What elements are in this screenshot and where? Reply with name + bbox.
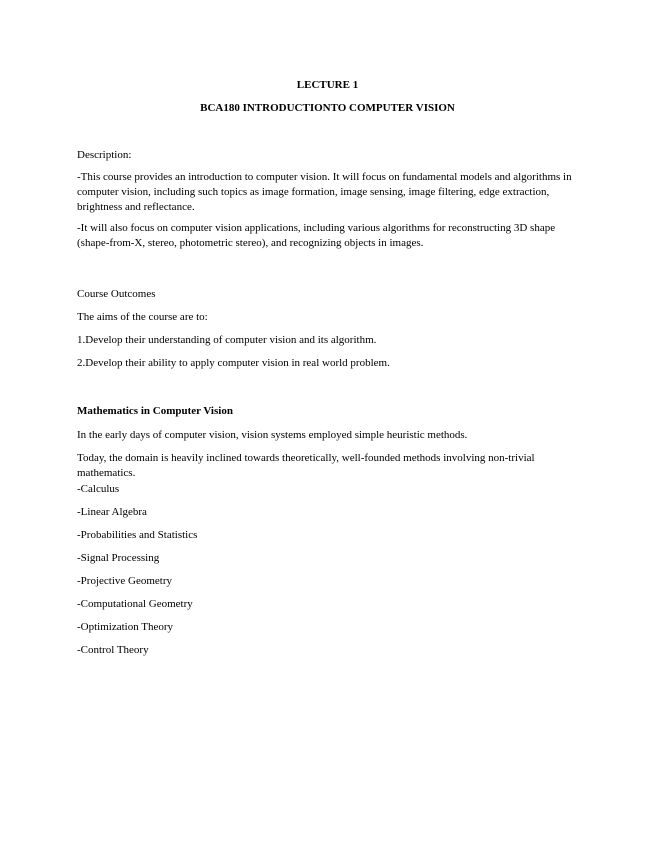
topic-item: -Control Theory xyxy=(77,644,149,656)
outcome-item-1: 1.Develop their understanding of computer vision and its algorithm. xyxy=(77,334,377,346)
course-title: BCA180 INTRODUCTIONTO COMPUTER VISION xyxy=(200,102,455,114)
mathematics-heading: Mathematics in Computer Vision xyxy=(77,405,233,417)
outcomes-heading: Course Outcomes xyxy=(77,288,156,300)
mathematics-paragraph-2: Today, the domain is heavily inclined towards theoretically, well-founded methods involving non-trivial mathematics. xyxy=(77,452,535,479)
topic-item: -Calculus xyxy=(77,483,120,495)
mathematics-paragraph-1: In the early days of computer vision, vision systems employed simple heuristic methods. xyxy=(77,429,468,441)
topic-item: -Projective Geometry xyxy=(77,575,172,587)
topic-item: -Signal Processing xyxy=(77,552,160,564)
outcome-item-2: 2.Develop their ability to apply computer vision in real world problem. xyxy=(77,357,390,369)
lecture-label: LECTURE 1 xyxy=(296,79,359,91)
topic-item: -Computational Geometry xyxy=(77,598,193,610)
topic-item: -Linear Algebra xyxy=(77,506,147,518)
outcomes-intro: The aims of the course are to: xyxy=(77,311,208,323)
topic-item: -Probabilities and Statistics xyxy=(77,529,198,541)
description-paragraph-2: -It will also focus on computer vision applications, including various algorithms for reconstructing 3D shape (shape-from-X, stereo, photometric stereo), and recognizing objects in images. xyxy=(77,222,556,249)
topic-item: -Optimization Theory xyxy=(77,621,174,633)
description-paragraph-1: -This course provides an introduction to computer vision. It will focus on fundamental models and algorithms in computer vision, including such topics as image formation, image sensing, image filtering, edge extraction, brightness and reflectance. xyxy=(77,171,572,213)
description-heading: Description: xyxy=(77,149,132,161)
